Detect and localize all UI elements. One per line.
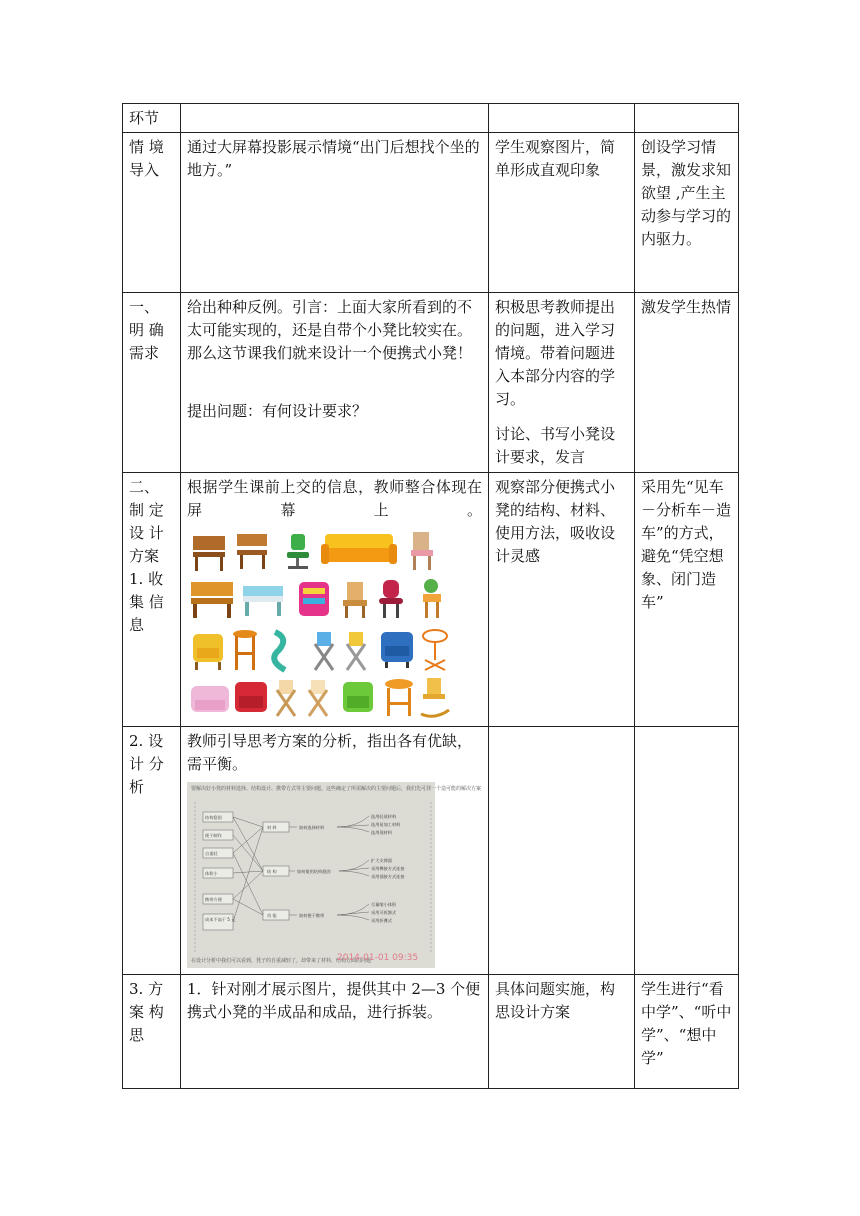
rocking-chair-icon <box>421 678 449 716</box>
middle-box-3: 功 能 <box>267 913 277 918</box>
option-3-1: 尽量缩小体积 <box>371 902 397 907</box>
student-requirements-text: 积极思考教师提出的问题，进入学习情境。带着问题进入本部分内容的学习。 <box>495 298 616 408</box>
intent-requirements: 激发学生热情 <box>635 293 739 473</box>
middle-box-1: 材 料 <box>267 825 277 830</box>
wooden-bench-icon <box>193 536 225 571</box>
student-requirements <box>489 293 635 473</box>
teacher-collect-text: 根据学生课前上交的信息，教师整合体现在屏幕上。 <box>187 478 482 519</box>
teacher-scheme: 1．针对刚才展示图片，提供其中 2—3 个便携式小凳的半成品和成品，进行拆装。 <box>181 975 489 1089</box>
question-2: 如何使用结构稳固 <box>297 869 331 874</box>
stool-collection-image <box>187 526 457 726</box>
option-2-3: 采用插接方式连接 <box>371 874 405 879</box>
left-box-1: 结构稳固 <box>205 815 222 820</box>
stage-situation: 情 境 导入 <box>123 133 181 293</box>
wooden-chair-icon <box>343 582 367 618</box>
stool-plant-icon <box>423 579 441 618</box>
option-3-2: 采用可拆卸式 <box>371 910 397 915</box>
pink-dining-chair-icon <box>411 532 433 570</box>
option-1-3: 选用现材料 <box>371 830 392 835</box>
red-armchair-icon <box>235 682 267 712</box>
teacher-analysis-text: 教师引导思考方案的分析，指出各有优缺，需平衡。 <box>187 732 473 773</box>
student-requirements-text-2: 讨论、书写小凳设计要求，发言 <box>495 425 616 466</box>
left-box-4: 体积小 <box>205 871 218 876</box>
striped-bench-icon <box>243 586 283 616</box>
intent-design-analysis <box>635 727 739 975</box>
question-3: 如何便于携带 <box>299 913 325 918</box>
teacher-question: 提出问题：有何设计要求？ <box>187 402 368 420</box>
middle-box-2: 结 构 <box>267 869 277 874</box>
student-design-analysis <box>489 727 635 975</box>
office-chair-icon <box>287 534 309 569</box>
option-2-1: 扩大支撑面 <box>371 858 392 863</box>
intent-situation: 创设学习情景，激发求知欲望 ,产生主动参与学习的内驱力。 <box>635 133 739 293</box>
folding-chair-2-icon <box>309 680 327 716</box>
student-collect-info: 观察部分便携式小凳的结构、材料、使用方法，吸收设计灵感 <box>489 473 635 727</box>
option-1-2: 选用易加工材料 <box>371 822 401 827</box>
diagram-header-text: 要解决好小凳的材料选择、结构设计、携带方式等主要问题。这些确定了所需解决的主要问题后，我们先可找一个造可能的解决方案 <box>191 786 482 792</box>
red-chair-icon <box>379 580 403 618</box>
bar-stool-icon <box>233 630 257 670</box>
row-design-analysis <box>123 727 739 975</box>
intent-collect-info: 采用先“见车－分析车－造车”的方式，避免“凭空想象、闭门造车” <box>635 473 739 727</box>
striped-armchair-icon <box>299 582 329 616</box>
design-analysis-photo <box>187 782 482 968</box>
diagram-timestamp: 2014-01-01 09:35 <box>337 953 419 963</box>
green-swirl-chair-icon <box>274 632 285 670</box>
diagram-footer-text: 在设计分析中我们可以看到，凳子的自重减轻了，却带来了材料、结构方面的问题 <box>191 958 372 964</box>
option-3-3: 采用折叠式 <box>371 918 392 923</box>
orange-round-stool-icon <box>385 679 413 716</box>
folding-chair-icon <box>277 680 295 716</box>
yellow-sofa-icon <box>321 534 397 564</box>
student-situation: 学生观察图片，简单形成直观印象 <box>489 133 635 293</box>
row-collect-info <box>123 473 739 727</box>
stage-requirements: 一、 明 确 需求 <box>123 293 181 473</box>
teacher-requirements-text: 给出种种反例。引言：上面大家所看到的不太可能实现的，还是自带个小凳比较实在。那么这节课我们就来设计一个便携式小凳！ <box>187 298 473 362</box>
green-armchair-icon <box>343 682 373 712</box>
teacher-collect-info <box>181 473 489 727</box>
left-box-3: 自重轻 <box>205 851 218 856</box>
lesson-plan-table <box>122 103 739 1089</box>
teacher-requirements <box>181 293 489 473</box>
blue-sofa-chair-icon <box>381 632 413 668</box>
stage-design-analysis: 2. 设 计 分 析 <box>123 727 181 975</box>
stage-scheme: 3. 方 案 构 思 <box>123 975 181 1089</box>
wooden-bench-2-icon <box>237 534 267 569</box>
stage-collect-info: 二、 制 定 设 计 方案 1. 收 集 信 息 <box>123 473 181 727</box>
header-intent <box>635 104 739 133</box>
intent-scheme: 学生进行“看中学”、“听中学”、“想中学” <box>635 975 739 1089</box>
header-teacher <box>181 104 489 133</box>
yellow-folding-chair-icon <box>347 632 365 670</box>
header-student <box>489 104 635 133</box>
row-scheme <box>123 975 739 1089</box>
yellow-armchair-icon <box>193 634 223 670</box>
header-stage: 环节 <box>123 104 181 133</box>
teacher-situation: 通过大屏幕投影展示情境“出门后想找个坐的地方。” <box>181 133 489 293</box>
park-bench-icon <box>191 582 233 618</box>
row-requirements <box>123 293 739 473</box>
left-box-6: 成本不高于 5 元 <box>205 917 236 922</box>
round-stool-icon <box>423 630 447 670</box>
teacher-design-analysis <box>181 727 489 975</box>
student-scheme: 具体问题实施，构思设计方案 <box>489 975 635 1089</box>
option-2-2: 采用榫接方式连接 <box>371 866 405 871</box>
question-1: 如何选择材料 <box>299 825 325 830</box>
header-row <box>123 104 739 133</box>
left-box-2: 便于制作 <box>205 833 222 838</box>
left-box-5: 携带方便 <box>205 897 222 902</box>
pink-sofa-icon <box>191 686 229 712</box>
option-1-1: 选用轻质材料 <box>371 814 397 819</box>
blue-folding-chair-icon <box>315 632 333 670</box>
row-situation <box>123 133 739 293</box>
